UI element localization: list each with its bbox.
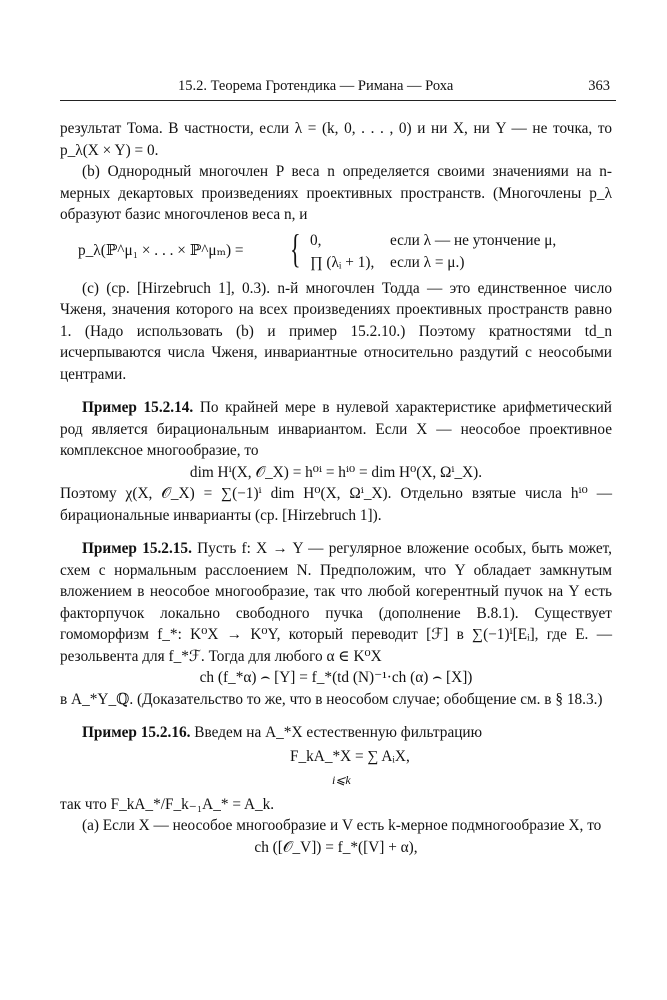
section-title: 15.2. Теорема Гротендика — Римана — Роха (178, 78, 454, 94)
example-text: Введем на A_*X естественную фильтрацию (190, 724, 483, 741)
case-1-value: 0, (310, 231, 322, 249)
example-text: По крайней мере в нулевой характеристике арифметический род является бирациональным инвариантом. Если X — неособое проективное комплексное многообразие, то (60, 399, 612, 459)
page-body (60, 118, 612, 858)
example-text: Пусть f: X → Y — регулярное вложение особых, быть может, схем с нормальным расслоением N. Предположим, что Y обладает замкнутым вложением в неособое многообразие, так что любой когерентный пучок на Y есть факторпучок локально свободного пучка (дополнение B.8.1). Существует гомоморфизм f_*: K⁰X → K⁰Y, который переводит [ℱ] в ∑(−1)ⁱ[Eᵢ], где E. — резольвента для f_*ℱ. Тогда для любого α ∈ K⁰X (60, 540, 612, 665)
formula-dim: dim Hⁱ(X, 𝒪_X) = h⁰ⁱ = hⁱ⁰ = dim H⁰(X, Ωⁱ_X). (189, 463, 483, 481)
paragraph-toma: результат Тома. В частности, если λ = (k, 0, . . . , 0) и ни X, ни Y — не точка, то p_λ(X × Y) = 0. (60, 120, 612, 159)
example-15-2-15 (60, 538, 612, 667)
formula-filtration (60, 746, 612, 792)
example-15-2-14 (60, 397, 612, 462)
example-15-2-16 (60, 722, 612, 744)
paragraph-chi: Поэтому χ(X, 𝒪_X) = ∑(−1)ⁱ dim H⁰(X, Ωⁱ_X). Отдельно взятые числа hⁱ⁰ — бирациональные инварианты (ср. [Hirzebruch 1]). (60, 485, 612, 524)
formula-ch: ch (f_*α) ⌢ [Y] = f_*(td (N)⁻¹·ch (α) ⌢ [X]) (199, 669, 473, 686)
example-label: Пример 15.2.15. (82, 540, 192, 557)
formula-lhs: p_λ(ℙ^μ₁ × . . . × ℙ^μₘ) = (78, 241, 244, 259)
running-header (60, 78, 616, 100)
header-rule (60, 100, 616, 101)
case-1-condition: если λ — не утончение μ, (390, 231, 557, 249)
paragraph-quotient: так что F_kA_*/F_k₋₁A_* = A_k. (60, 795, 275, 813)
formula-p-lambda (60, 225, 612, 276)
example-label: Пример 15.2.14. (82, 399, 194, 416)
paragraph-c: (c) (ср. [Hirzebruch 1], 0.3). n-й многочлен Тодда — это единственное число Чженя, значения которого на всех произведениях проективных пространств равно 1. (Надо использовать (b) и пример 15.2.10.) Поэтому кратностями td_n исчерпываются числа Чженя, инвариантные относительно раздутий с неособыми центрами. (60, 279, 612, 383)
case-2-condition: если λ = μ.) (390, 253, 465, 271)
paragraph-b: (b) Однородный многочлен P веса n определяется своими значениями на n-мерных декартовых произведениях проективных пространств. (Многочлены p_λ образуют базис многочленов веса n, и (60, 163, 612, 223)
example-label: Пример 15.2.16. (82, 724, 191, 741)
formula-ch-ov: ch ([𝒪_V]) = f_*([V] + α), (254, 838, 418, 856)
page-number: 363 (588, 78, 610, 94)
case-2-value: ∏ (λᵢ + 1), (310, 253, 375, 271)
paragraph-proof: в A_*Y_ℚ. (Доказательство то же, что в неособом случае; обобщение см. в § 18.3.) (60, 690, 603, 708)
filtration-main: F_kA_*X = ∑ AᵢX, (290, 747, 410, 765)
left-brace: { (290, 225, 301, 271)
paragraph-a: (a) Если X — неособое многообразие и V есть k-мерное подмногообразие X, то (82, 817, 602, 834)
sum-index: i⩽k (332, 772, 351, 787)
